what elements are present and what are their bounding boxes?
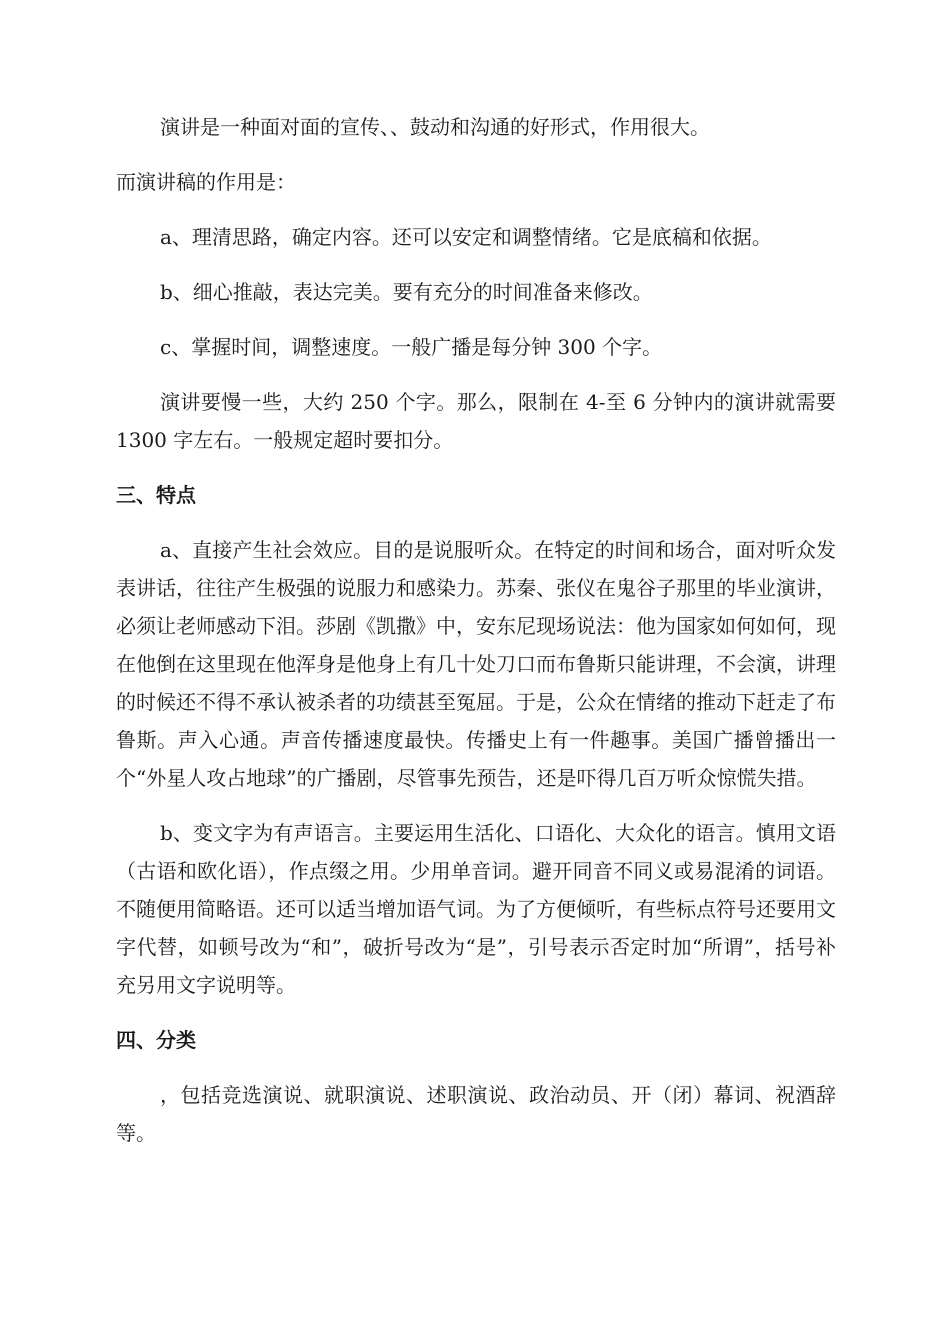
paragraph-purpose-lead: 而演讲稿的作用是： <box>116 170 296 194</box>
paragraph-speed: 演讲要慢一些，大约 250 个字。那么，限制在 4-至 6 分钟内的演讲就需要 1300 字左右。一般规定超时要扣分。 <box>116 390 836 452</box>
paragraph-point-c: c、掌握时间，调整速度。一般广播是每分钟 300 个字。 <box>160 335 663 359</box>
paragraph-categories: ，包括竞选演说、就职演说、述职演说、政治动员、开（闭）幕词、祝酒辞等。 <box>116 1083 836 1145</box>
paragraph-point-b: b、细心推敲，表达完美。要有充分的时间准备来修改。 <box>160 280 653 304</box>
section-heading-features: 三、特点 <box>116 483 196 507</box>
paragraph-intro: 演讲是一种面对面的宣传、、鼓动和沟通的好形式，作用很大。 <box>160 115 710 139</box>
paragraph-point-a: a、理清思路，确定内容。还可以安定和调整情绪。它是底稿和依据。 <box>160 225 772 249</box>
paragraph-feature-a: a、直接产生社会效应。目的是说服听众。在特定的时间和场合，面对听众发表讲话，往往产生极强的说服力和感染力。苏秦、张仪在鬼谷子那里的毕业演讲，必须让老师感动下泪。莎剧《凯撒》中，安东尼现场说法：他为国家如何如何，现在他倒在这里现在他浑身是他身上有几十处刀口而布鲁斯只能讲理，不会演，讲理的时候还不得不承认被杀者的功绩甚至冤屈。于是，公众在情绪的推动下赶走了布鲁斯。声入心通。声音传播速度最快。传播史上有一件趣事。美国广播曾播出一个“外星人攻占地球”的广播剧，尽管事先预告，还是吓得几百万听众惊慌失措。 <box>116 538 836 790</box>
paragraph-feature-b: b、变文字为有声语言。主要运用生活化、口语化、大众化的语言。慎用文语（古语和欧化语），作点缀之用。少用单音词。避开同音不同义或易混淆的词语。不随便用简略语。还可以适当增加语气词。为了方便倾听，有些标点符号还要用文字代替，如顿号改为“和”，破折号改为“是”，引号表示否定时加“所谓”，括号补充另用文字说明等。 <box>116 821 836 997</box>
document-body <box>116 108 836 1169</box>
section-heading-categories: 四、分类 <box>116 1028 196 1052</box>
